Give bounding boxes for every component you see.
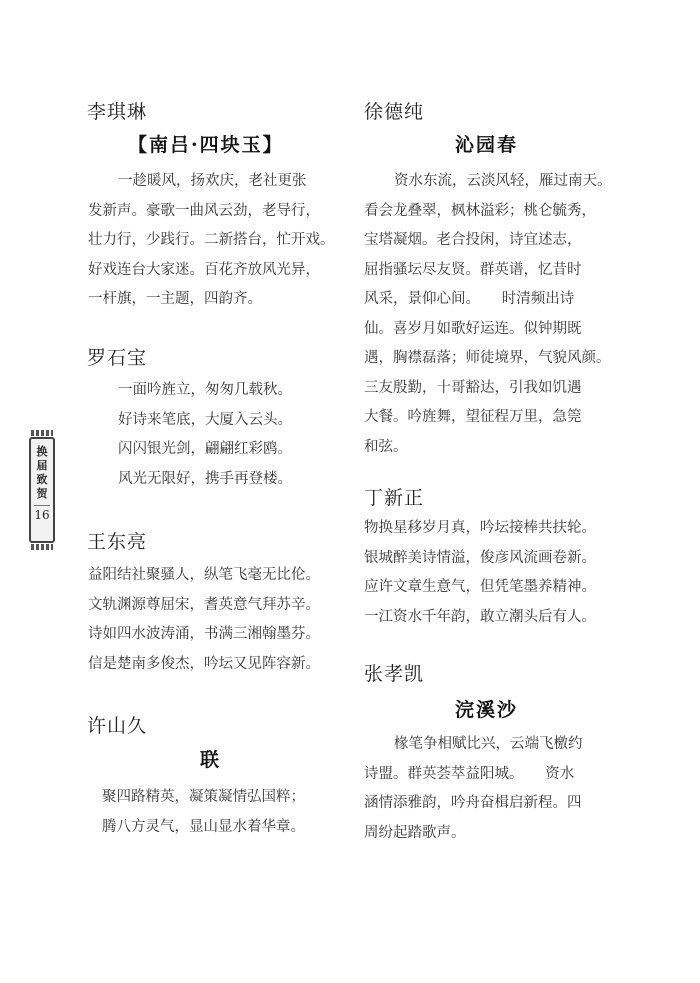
author-name: 张孝凯 <box>364 663 425 685</box>
author-name: 罗石宝 <box>87 347 148 369</box>
poem-line: 一趁暖风，扬欢庆，老社更张 <box>118 173 307 189</box>
poem-body <box>88 561 320 679</box>
poem-line: 风采，景仰心间。 时清频出诗 <box>364 291 575 307</box>
poem-line: 一面吟旌立，匆匆几载秋。 <box>118 382 292 398</box>
poem-line: 应许文章生意气，但凭笔墨养精神。 <box>364 579 596 595</box>
poem-body <box>364 730 583 848</box>
tab-char: 贺 <box>36 487 48 500</box>
poem-body <box>364 514 596 632</box>
tab-char: 届 <box>36 459 48 472</box>
poem-line: 大餐。吟旌舞，望征程万里，急筦 <box>364 409 582 425</box>
poem-line: 文轨渊源尊屈宋，耆英意气拜苏辛。 <box>88 596 320 613</box>
poem-line: 三友殷勤，十哥豁达，引我如饥遇 <box>364 379 582 396</box>
section-side-tab <box>29 437 55 543</box>
poem-title: 联 <box>200 749 222 771</box>
author-name: 徐德纯 <box>364 101 425 123</box>
poem-body <box>364 167 612 462</box>
poem-line: 仙。喜岁月如歌好运连。似钟期既 <box>364 320 582 337</box>
poem-line: 腾八方灵气，显山显水着华章。 <box>102 818 305 835</box>
poem-line: 看会龙叠翠，枫林溢彩；桃仑毓秀， <box>364 202 596 219</box>
poem-body <box>88 783 305 842</box>
author-name: 王东亮 <box>87 531 148 553</box>
poem-line: 一杆旗，一主题，四韵齐。 <box>88 291 262 307</box>
poem-line: 风光无限好，携手再登楼。 <box>118 470 292 487</box>
poem-line: 好戏连台大家迷。百花齐放风光异， <box>88 261 320 278</box>
poem-line: 诗盟。群英荟萃益阳城。 资水 <box>364 765 575 782</box>
poem-line: 物换星移岁月真，吟坛接棒共扶轮。 <box>364 520 596 536</box>
poem-line: 周纷起踏歌声。 <box>364 824 466 841</box>
page-number: 16 <box>34 505 49 522</box>
poem-line: 壮力行，少践行。二新搭台，忙开戏。 <box>88 232 335 248</box>
poem-line: 银城醉美诗情溢，俊彦风流画卷新。 <box>364 549 596 566</box>
poem-line: 和弦。 <box>364 438 408 455</box>
poem-body <box>88 167 335 315</box>
poem-line: 聚四路精英，凝策凝情弘国粹； <box>102 789 305 805</box>
author-name: 李琪琳 <box>87 101 148 123</box>
poem-body <box>88 376 292 494</box>
tab-char: 致 <box>36 473 48 486</box>
poem-line: 闪闪银光剑，翩翩红彩鸥。 <box>118 441 292 457</box>
poem-line: 信是楚南多俊杰，吟坛又见阵容新。 <box>88 655 320 672</box>
poem-line: 遇，胸襟磊落；师徒境界，气貌风颜。 <box>364 350 611 366</box>
author-name: 许山久 <box>87 715 148 737</box>
poem-line: 涵情添雅韵，吟舟奋楫启新程。四 <box>364 795 582 811</box>
poem-line: 一江资水千年韵，敢立潮头后有人。 <box>364 608 596 625</box>
poem-line: 宝塔凝烟。老合投闲，诗宜述志， <box>364 232 582 248</box>
poem-title: 沁园春 <box>455 134 519 156</box>
poem-line: 好诗来笔底，大厦入云头。 <box>118 411 292 428</box>
poem-line: 发新声。豪歌一曲风云劲，老导行， <box>88 202 320 219</box>
poem-line: 诗如四水波涛涌，书满三湘翰墨芬。 <box>88 626 320 642</box>
tab-char: 换 <box>36 445 48 458</box>
ornament-top <box>31 430 53 436</box>
poem-title: 浣溪沙 <box>455 699 519 721</box>
poem-line: 椽笔争相赋比兴，云端飞檄约 <box>394 736 583 752</box>
poem-title: 【南吕·四块玉】 <box>128 134 284 156</box>
ornament-bottom <box>31 544 53 550</box>
poem-line: 益阳结社聚骚人，纵笔飞毫无比伦。 <box>88 567 320 583</box>
poem-line: 屈指骚坛尽友贤。群英谱，忆昔时 <box>364 261 582 278</box>
poem-line: 资水东流，云淡风轻，雁过南天。 <box>394 173 612 189</box>
author-name: 丁新正 <box>364 487 425 509</box>
